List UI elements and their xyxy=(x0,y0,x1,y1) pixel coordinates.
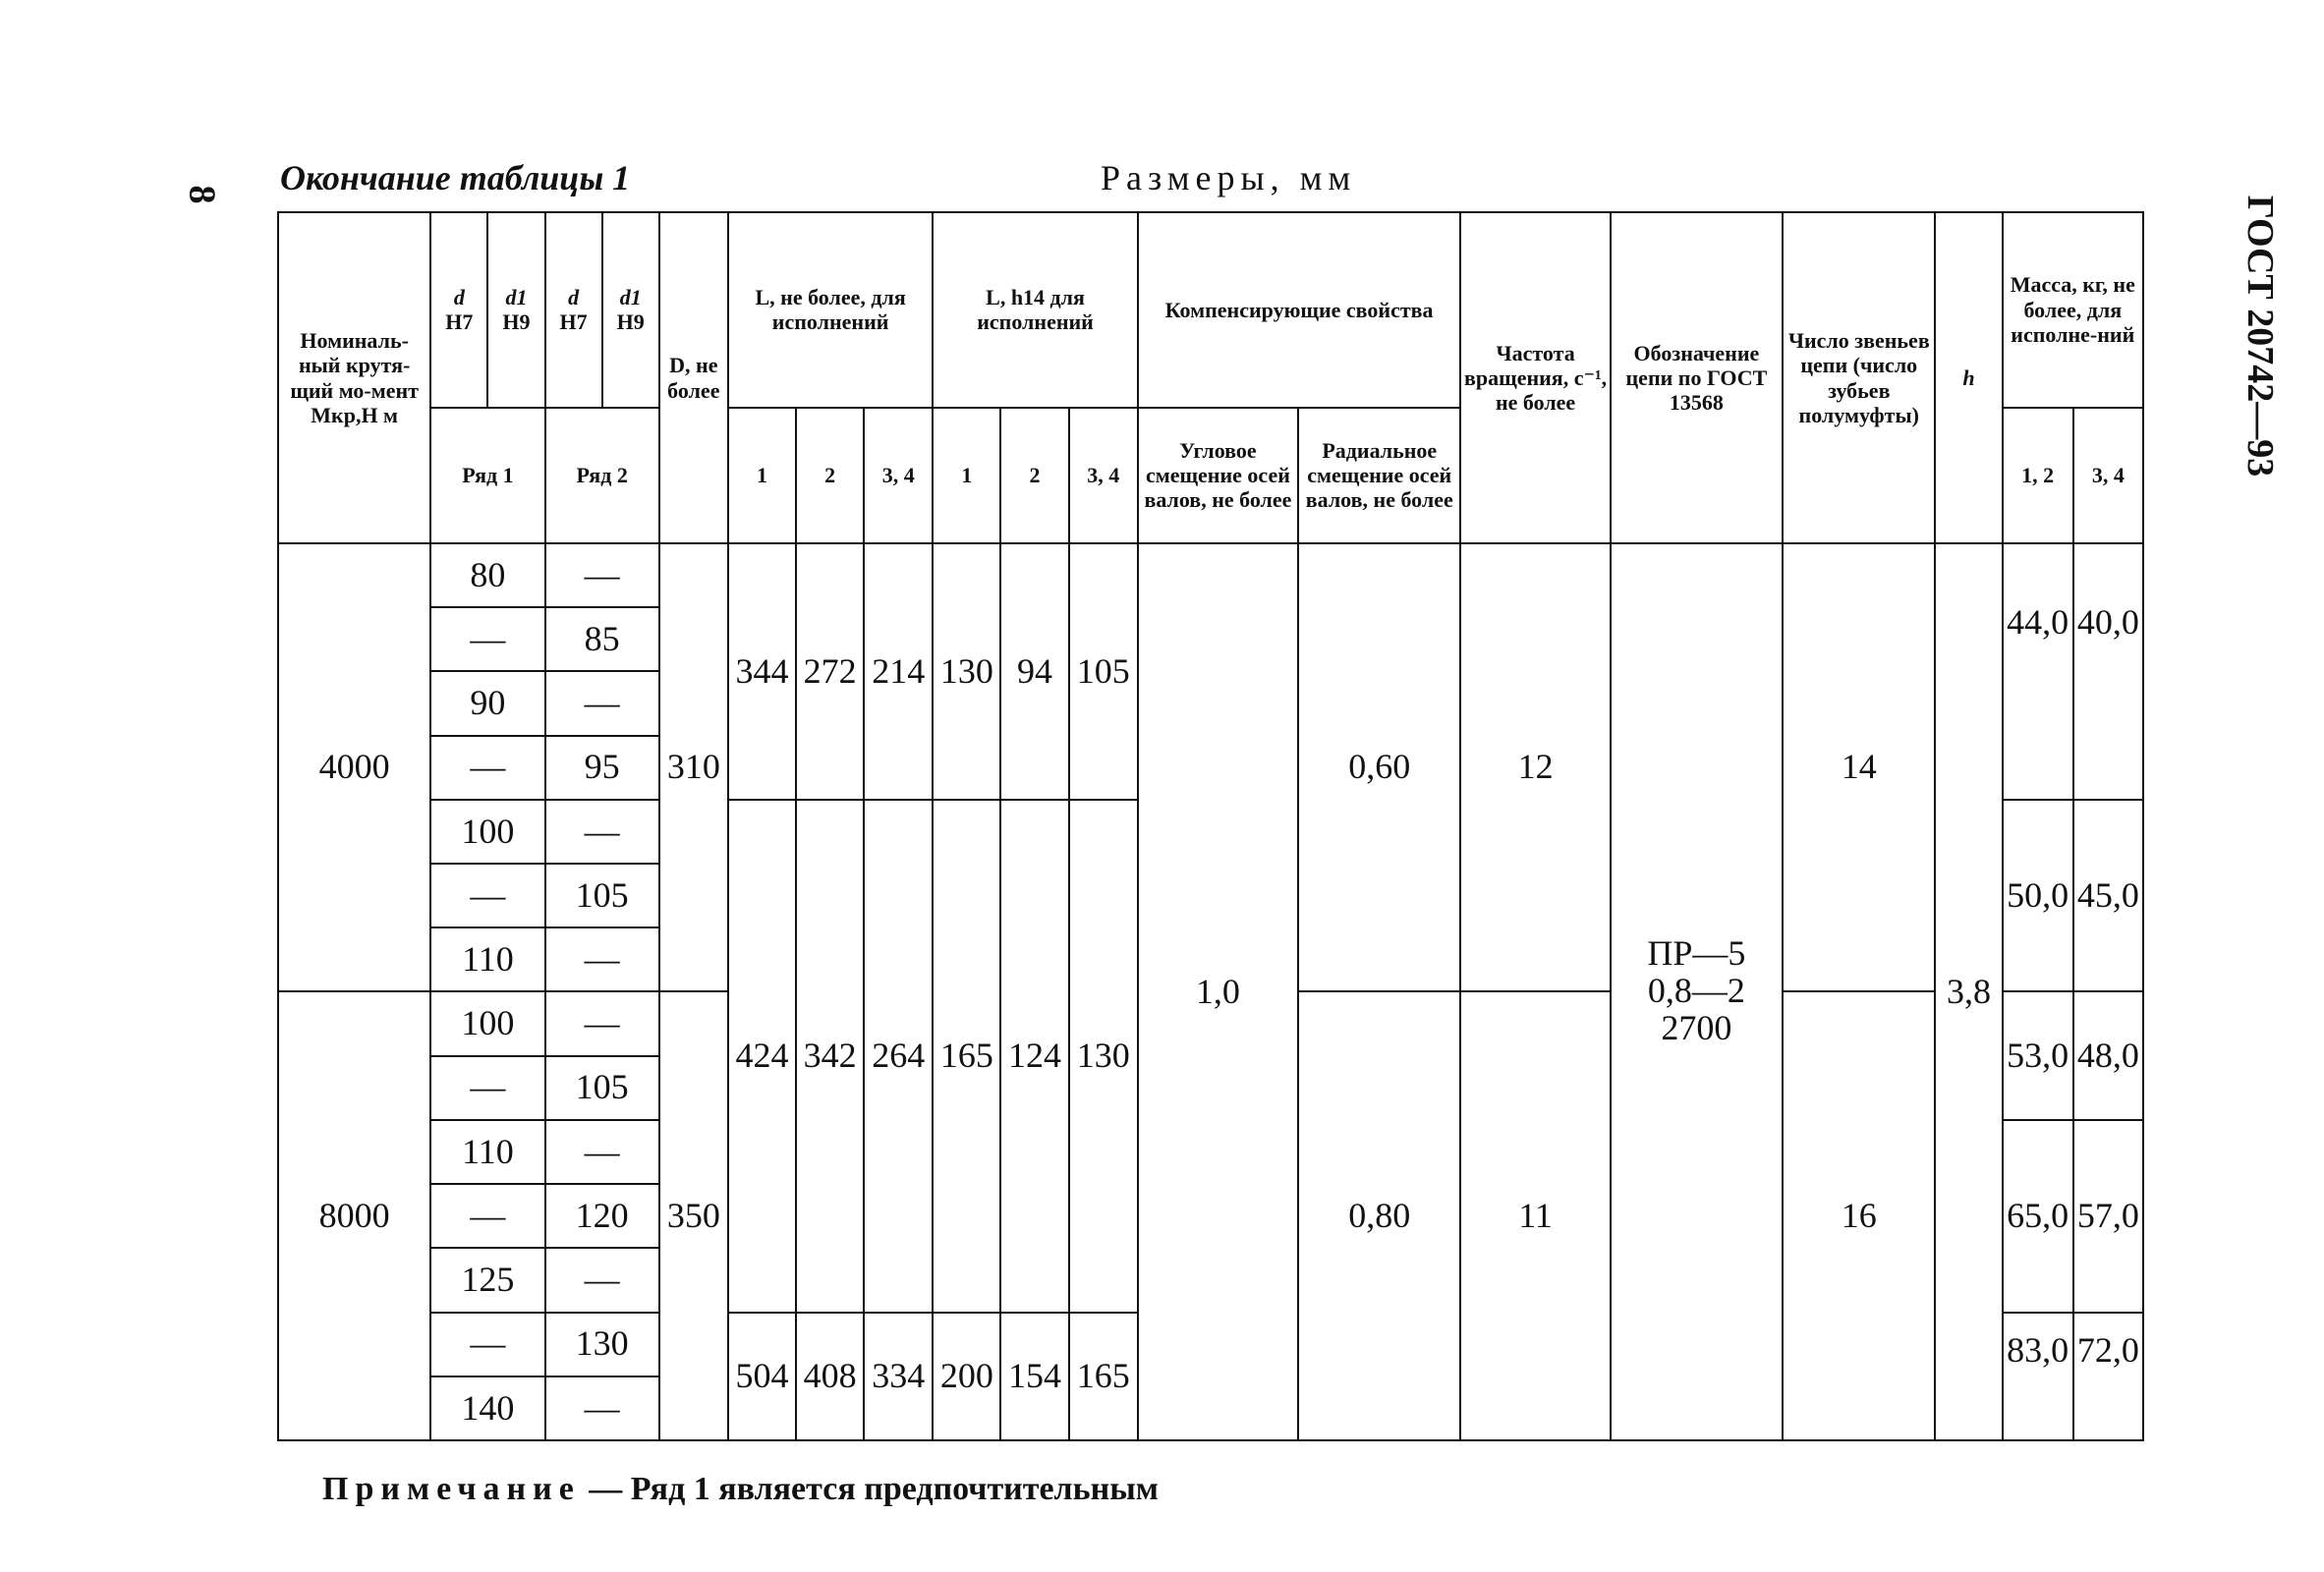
row2-cell: 130 xyxy=(545,1313,659,1376)
L1-cell: 344 xyxy=(728,543,796,800)
Lh34-cell: 105 xyxy=(1069,543,1138,800)
header-L-ex2: 2 xyxy=(796,408,864,543)
L2-cell: 342 xyxy=(796,800,864,1313)
header-torque: Номиналь-ный крутя-щий мо-мент Мкр,Н м xyxy=(278,212,430,543)
table-note xyxy=(322,1471,1159,1508)
Lh1-cell: 200 xyxy=(933,1313,1000,1441)
row1-cell: — xyxy=(430,864,544,927)
Lh1-cell: 130 xyxy=(933,543,1000,800)
row2-cell: — xyxy=(545,1248,659,1312)
h-cell: 3,8 xyxy=(1935,543,2002,1440)
row1-cell: 100 xyxy=(430,991,544,1055)
row2-cell: 95 xyxy=(545,736,659,800)
note-text: — Ряд 1 является предпочтительным xyxy=(580,1471,1159,1507)
header-mass-34: 3, 4 xyxy=(2073,408,2143,543)
chain-cell xyxy=(1611,543,1783,1440)
angular-cell: 1,0 xyxy=(1138,543,1298,1440)
row2-cell: — xyxy=(545,1120,659,1184)
mass34-cell: 48,0 xyxy=(2073,991,2143,1119)
header-L-h14: L, h14 для исполнений xyxy=(933,212,1137,408)
radial-cell: 0,60 xyxy=(1298,543,1460,991)
row1-cell: 90 xyxy=(430,671,544,735)
row2-cell: 85 xyxy=(545,607,659,671)
chain-designation: ПР—50,8—22700 xyxy=(1647,933,1746,1048)
mass34-cell: 57,0 xyxy=(2073,1120,2143,1313)
row1-cell: 110 xyxy=(430,1120,544,1184)
frequency-cell: 12 xyxy=(1460,543,1610,991)
header-h: h xyxy=(1935,212,2002,543)
row2-cell: 105 xyxy=(545,864,659,927)
torque-cell: 4000 xyxy=(278,543,430,991)
header-chain: Обозначение цепи по ГОСТ 13568 xyxy=(1611,212,1783,543)
Lh2-cell: 154 xyxy=(1000,1313,1068,1441)
mass12-cell: 44,0 xyxy=(2003,543,2073,800)
header-Lh-ex1: 1 xyxy=(933,408,1000,543)
row1-cell: — xyxy=(430,1056,544,1120)
mass12-cell: 65,0 xyxy=(2003,1120,2073,1313)
torque-cell: 8000 xyxy=(278,991,430,1440)
row1-cell: — xyxy=(430,1184,544,1248)
Lh34-cell: 130 xyxy=(1069,800,1138,1313)
row2-cell: 120 xyxy=(545,1184,659,1248)
header-radial: Радиальное смещение осей валов, не более xyxy=(1298,408,1460,543)
header-links: Число звеньев цепи (число зубьев полумуфты) xyxy=(1783,212,1935,543)
header-L-max: L, не более, для исполнений xyxy=(728,212,933,408)
header-frequency: Частота вращения, с⁻¹, не более xyxy=(1460,212,1610,543)
mass34-cell: 40,0 xyxy=(2073,543,2143,800)
row1-cell: 110 xyxy=(430,927,544,991)
row2-cell: — xyxy=(545,927,659,991)
row1-cell: 125 xyxy=(430,1248,544,1312)
coupling-dimensions-table xyxy=(277,211,2144,1441)
L2-cell: 408 xyxy=(796,1313,864,1441)
header-row-1 xyxy=(278,212,2143,408)
L34-cell: 214 xyxy=(864,543,933,800)
row2-cell: — xyxy=(545,1376,659,1440)
frequency-cell: 11 xyxy=(1460,991,1610,1440)
row2-cell: 105 xyxy=(545,1056,659,1120)
header-row1: Ряд 1 xyxy=(430,408,544,543)
header-row2: Ряд 2 xyxy=(545,408,659,543)
Lh1-cell: 165 xyxy=(933,800,1000,1313)
D-cell: 310 xyxy=(659,543,728,991)
header-D: D, не более xyxy=(659,212,728,543)
header-Lh-ex34: 3, 4 xyxy=(1069,408,1138,543)
mass12-cell: 53,0 xyxy=(2003,991,2073,1119)
header-d1-row1: d1 H9 xyxy=(487,212,544,408)
table-row xyxy=(278,543,2143,607)
header-L-ex1: 1 xyxy=(728,408,796,543)
mass12-cell: 50,0 xyxy=(2003,800,2073,992)
row1-cell: 100 xyxy=(430,800,544,864)
row1-cell: — xyxy=(430,1313,544,1376)
row1-cell: — xyxy=(430,736,544,800)
mass12-cell: 83,0 xyxy=(2003,1313,2073,1441)
header-mass-12: 1, 2 xyxy=(2003,408,2073,543)
header-compensating: Компенсирующие свойства xyxy=(1138,212,1461,408)
standard-code: ГОСТ 20742—93 xyxy=(2239,195,2281,477)
note-prefix: Примечание xyxy=(322,1471,581,1507)
header-angular: Угловое смещение осей валов, не более xyxy=(1138,408,1298,543)
D-cell: 350 xyxy=(659,991,728,1440)
table-caption: Окончание таблицы 1 xyxy=(280,158,631,197)
row2-cell: — xyxy=(545,543,659,607)
header-Lh-ex2: 2 xyxy=(1000,408,1068,543)
Lh34-cell: 165 xyxy=(1069,1313,1138,1441)
L2-cell: 272 xyxy=(796,543,864,800)
row2-cell: — xyxy=(545,991,659,1055)
links-cell: 16 xyxy=(1783,991,1935,1440)
mass34-cell: 72,0 xyxy=(2073,1313,2143,1441)
header-mass: Масса, кг, не более, для исполне-ний xyxy=(2003,212,2143,408)
row1-cell: — xyxy=(430,607,544,671)
row1-cell: 140 xyxy=(430,1376,544,1440)
radial-cell: 0,80 xyxy=(1298,991,1460,1440)
L1-cell: 504 xyxy=(728,1313,796,1441)
L34-cell: 264 xyxy=(864,800,933,1313)
page-number: 8 xyxy=(181,185,223,204)
Lh2-cell: 94 xyxy=(1000,543,1068,800)
row2-cell: — xyxy=(545,800,659,864)
L34-cell: 334 xyxy=(864,1313,933,1441)
header-d1-row2: d1 H9 xyxy=(602,212,659,408)
row1-cell: 80 xyxy=(430,543,544,607)
header-d-row2: d H7 xyxy=(545,212,602,408)
header-d-row1: d H7 xyxy=(430,212,487,408)
Lh2-cell: 124 xyxy=(1000,800,1068,1313)
L1-cell: 424 xyxy=(728,800,796,1313)
links-cell: 14 xyxy=(1783,543,1935,991)
row2-cell: — xyxy=(545,671,659,735)
header-L-ex34: 3, 4 xyxy=(864,408,933,543)
mass34-cell: 45,0 xyxy=(2073,800,2143,992)
units-caption: Размеры, мм xyxy=(1101,158,1357,197)
